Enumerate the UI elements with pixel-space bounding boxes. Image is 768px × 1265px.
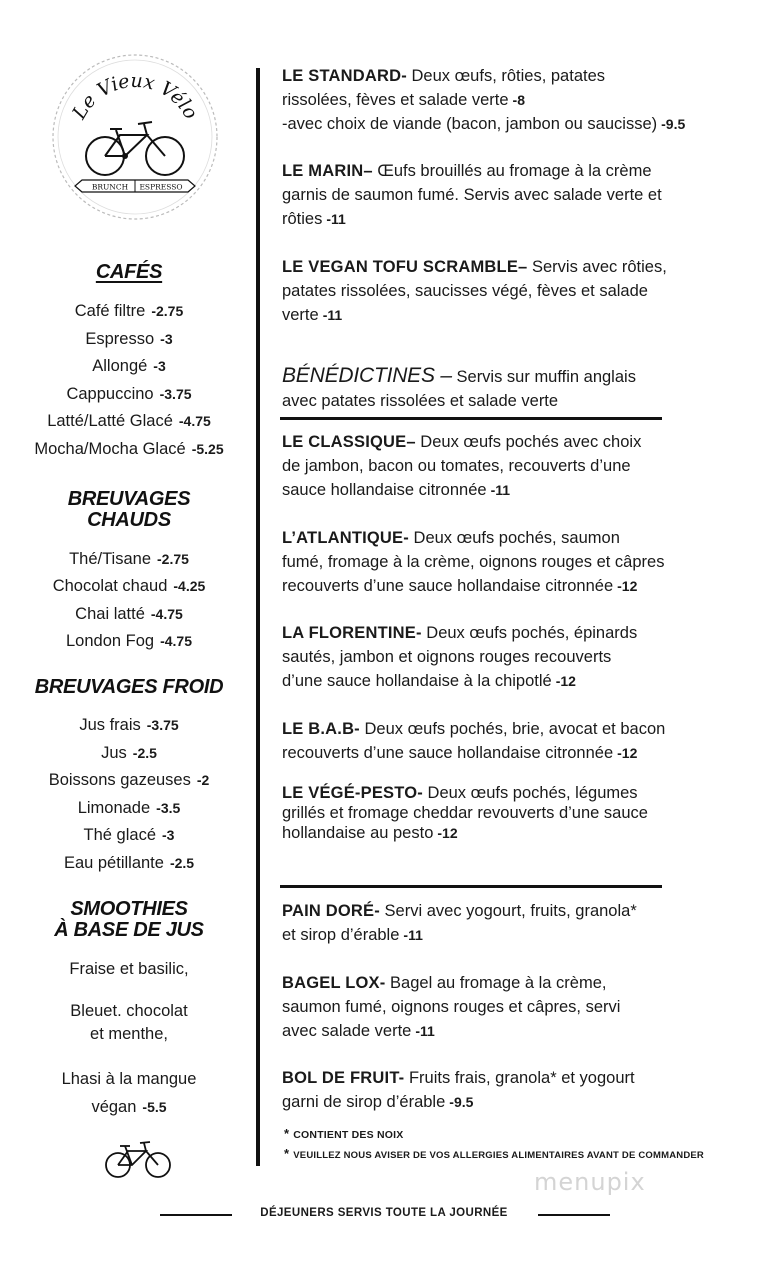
menu-item-vege-pesto: LE VÉGÉ-PESTO- Deux œufs pochés, légumes grillés et fromage cheddar revouverts d’une sauce hollandaise au pesto -12 (282, 784, 648, 842)
smoothie-line: Lhasi à la mangue (61, 1070, 197, 1088)
hot-drinks-title-1: BREUVAGES (67, 488, 191, 510)
menu-item: Espresso -3 (85, 330, 173, 348)
smoothies-title-1: SMOOTHIES (70, 898, 188, 920)
bicycle-icon (104, 1138, 172, 1180)
menu-item-bol-de-fruit: BOL DE FRUIT- Fruits frais, granola* et yogourt garni de sirop d’érable -9.5 (282, 1069, 635, 1111)
menu-item-classique: LE CLASSIQUE– Deux œufs pochés avec choix de jambon, bacon ou tomates, recouverts d’une sauce hollandaise citronnée -11 (282, 433, 642, 499)
benedictines-header: BÉNÉDICTINES – Servis sur muffin anglais avec patates rissolées et salade verte (282, 364, 636, 410)
cafes-title: CAFÉS (95, 261, 163, 283)
column-divider (256, 68, 260, 1166)
menu-item: Café filtre -2.75 (74, 302, 184, 320)
cold-drinks-title: BREUVAGES FROID (34, 676, 224, 698)
note-allergies: * VEUILLEZ NOUS AVISER DE VOS ALLERGIES ALIMENTAIRES AVANT DE COMMANDER (284, 1146, 704, 1161)
watermark: menupix (534, 1168, 646, 1196)
menu-item-pain-dore: PAIN DORÉ- Servi avec yogourt, fruits, granola* et sirop d’érable -11 (282, 902, 637, 944)
section-divider (280, 417, 662, 420)
menu-item: Jus frais -3.75 (79, 716, 179, 734)
logo-name: Le Vieux Vélo (68, 69, 202, 123)
hot-drinks-title-2: CHAUDS (87, 509, 171, 531)
logo-brunch: BRUNCH (91, 182, 129, 192)
menu-item: Thé/Tisane -2.75 (69, 550, 189, 568)
menu-item-vegan: LE VEGAN TOFU SCRAMBLE– Servis avec rôties, patates rissolées, saucisses végé, fèves et salade verte -11 (282, 258, 667, 324)
menu-item: Latté/Latté Glacé -4.75 (47, 412, 211, 430)
menu-item-bagel-lox: BAGEL LOX- Bagel au fromage à la crème, saumon fumé, oignons rouges et câpres, servi avec salade verte -11 (282, 974, 621, 1040)
smoothie-line: Fraise et basilic, (69, 960, 189, 978)
note-nuts: * CONTIENT DES NOIX (284, 1126, 404, 1141)
menu-item: Chai latté -4.75 (75, 605, 183, 623)
menu-item: Mocha/Mocha Glacé -5.25 (34, 440, 224, 458)
menu-item: Cappuccino -3.75 (66, 385, 192, 403)
footer-text: DÉJEUNERS SERVIS TOUTE LA JOURNÉE (260, 1207, 508, 1219)
smoothie-line: et menthe, (90, 1025, 168, 1043)
menu-item: London Fog -4.75 (66, 632, 192, 650)
logo (50, 52, 220, 222)
menu-item: Limonade -3.5 (77, 799, 181, 817)
menu-item-atlantique: L’ATLANTIQUE- Deux œufs pochés, saumon fumé, fromage à la crème, oignons rouges et câpres recouverts d’une sauce hollandaise citronnée -12 (282, 529, 665, 595)
menu-item: Thé glacé -3 (83, 826, 175, 844)
svg-text:Le Vieux Vélo (68, 70, 202, 124)
menu-item: Jus -2.5 (101, 744, 157, 762)
footer-line-right (538, 1214, 610, 1216)
menu-item-marin: LE MARIN– Œufs brouillés au fromage à la crème garnis de saumon fumé. Servis avec salade verte et rôties -11 (282, 162, 662, 228)
menu-item-florentine: LA FLORENTINE- Deux œufs pochés, épinards sautés, jambon et oignons rouges recouverts d’une sauce hollandaise à la chipotlé -12 (282, 624, 638, 690)
menu-item-standard: LE STANDARD- Deux œufs, rôties, patates rissolées, fèves et salade verte -8 -avec choix de viande (bacon, jambon ou saucisse) -9.5 (282, 67, 686, 133)
menu-item: Boissons gazeuses -2 (48, 771, 210, 789)
menu-item: Eau pétillante -2.5 (63, 854, 195, 872)
menu-item: végan -5.5 (91, 1098, 167, 1116)
menu-item: Chocolat chaud -4.25 (52, 577, 206, 595)
smoothies-title-2: À BASE DE JUS (54, 919, 204, 941)
bicycle-logo-icon (50, 52, 220, 222)
logo-espresso: ESPRESSO (139, 182, 183, 192)
section-divider (280, 885, 662, 888)
menu-item-bab: LE B.A.B- Deux œufs pochés, brie, avocat et bacon recouverts d’une sauce hollandaise citronnée -12 (282, 720, 666, 762)
menu-item: Allongé -3 (92, 357, 166, 375)
smoothie-line: Bleuet. chocolat (70, 1002, 188, 1020)
